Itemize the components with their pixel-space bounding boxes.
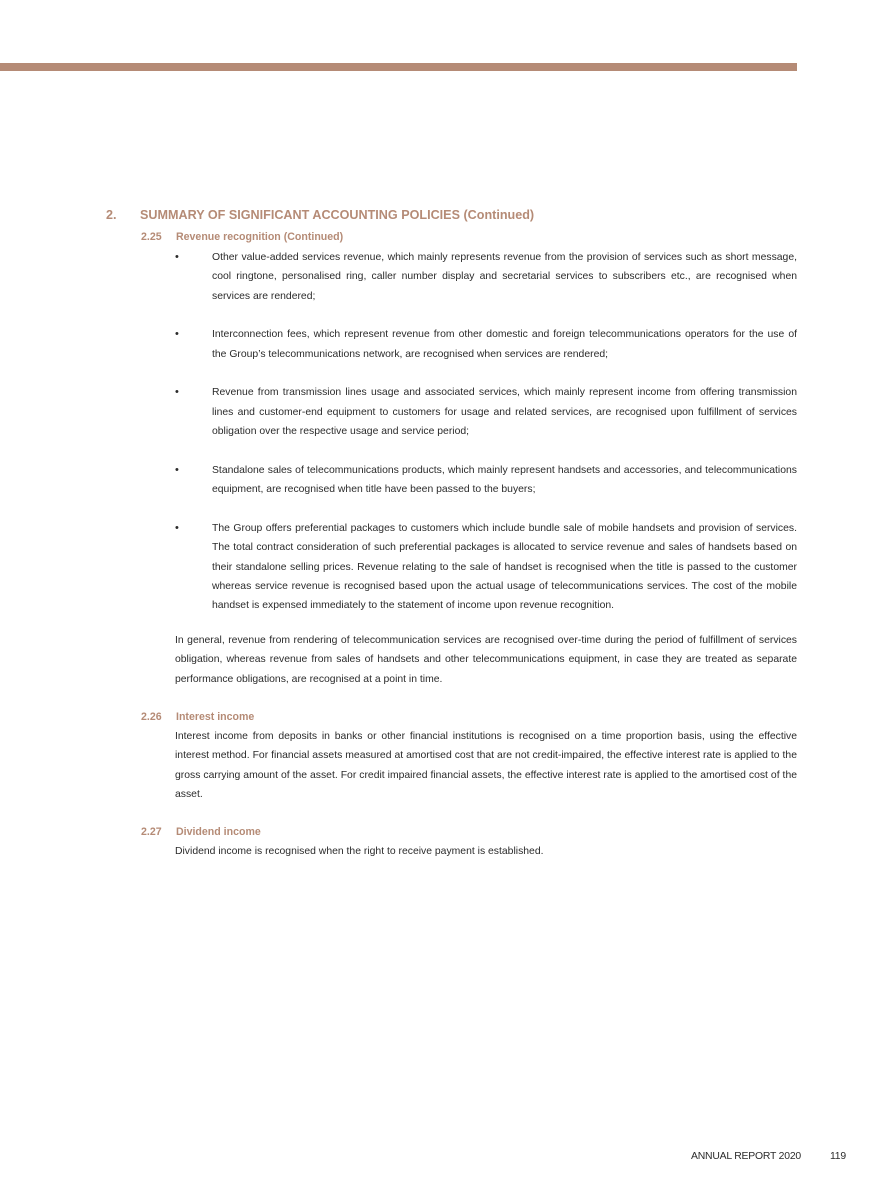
footer-page-number: 119: [830, 1151, 846, 1162]
section-number: 2.: [106, 208, 117, 222]
interest-income-paragraph: [175, 727, 797, 804]
bullet-text: Revenue from transmission lines usage and associated services, which mainly represent income from offering transmission lines and customer-end equipment to customers for usage and related services, are recognised upon fulfillment of services obligation over the respective usage and service period;: [212, 387, 797, 438]
bullet-text: Standalone sales of telecommunications products, which mainly represent handsets and accessories, and telecommunications equipment, are recognised when title have been passed to the buyers;: [212, 464, 797, 496]
revenue-bullet-list: [175, 248, 797, 635]
subsection-number: 2.25: [141, 231, 162, 243]
bullet-icon: •: [175, 251, 179, 263]
subsection-title: Interest income: [176, 711, 255, 723]
list-item: [175, 383, 797, 441]
bullet-text: The Group offers preferential packages to customers which include bundle sale of mobile handsets and provision of services. The total contract consideration of such preferential packages is allocated to service revenue and sales of handsets based on their standalone selling prices. Revenue relating to the sale of handset is recognised when the title is passed to the customer whereas service revenue is recognised based upon the actual usage of telecommunications services. The cost of the mobile handset is expensed immediately to the statement of income upon revenue recognition.: [212, 522, 797, 612]
header-accent-bar: [0, 63, 797, 71]
footer-report-label: ANNUAL REPORT 2020: [691, 1151, 801, 1162]
bullet-icon: •: [175, 328, 179, 341]
paragraph-text: Interest income from deposits in banks or other financial institutions is recognised on a time proportion basis, using the effective interest method. For financial assets measured at amortised cost that are not credit-impaired, the effective interest rate is applied to the gross carrying amount of the asset. For credit impaired financial assets, the effective interest rate is applied to the amortised cost of the asset.: [175, 731, 797, 800]
paragraph-text: Dividend income is recognised when the right to receive payment is established.: [175, 846, 544, 857]
bullet-icon: •: [175, 521, 179, 534]
bullet-text: Other value-added services revenue, which mainly represents revenue from the provision of services such as short message, cool ringtone, personalised ring, caller number display and secretarial services to subscribers etc., are recognised when services are rendered;: [212, 252, 797, 302]
subsection-number: 2.27: [141, 826, 162, 838]
subsection-title: Dividend income: [176, 826, 261, 838]
list-item: [175, 461, 797, 500]
list-item: [175, 248, 797, 306]
list-item: [175, 519, 797, 615]
bullet-text: Interconnection fees, which represent revenue from other domestic and foreign telecommunications operators for the use of the Group’s telecommunications network, are recognised when services are rendered;: [212, 329, 797, 360]
list-item: [175, 325, 797, 364]
subsection-title: Revenue recognition (Continued): [176, 231, 344, 243]
paragraph-text: In general, revenue from rendering of telecommunication services are recognised over-time during the period of fulfillment of services obligation, whereas revenue from sales of handsets and other telecommunications equipment, in case they are treated as separate performance obligations, are recognised at a point in time.: [175, 635, 797, 685]
revenue-closing-paragraph: [175, 631, 797, 689]
bullet-icon: •: [175, 386, 179, 399]
section-title: SUMMARY OF SIGNIFICANT ACCOUNTING POLICIES (Continued): [140, 208, 535, 222]
subsection-number: 2.26: [141, 711, 162, 723]
bullet-icon: •: [175, 463, 179, 476]
dividend-income-paragraph: [175, 842, 797, 861]
